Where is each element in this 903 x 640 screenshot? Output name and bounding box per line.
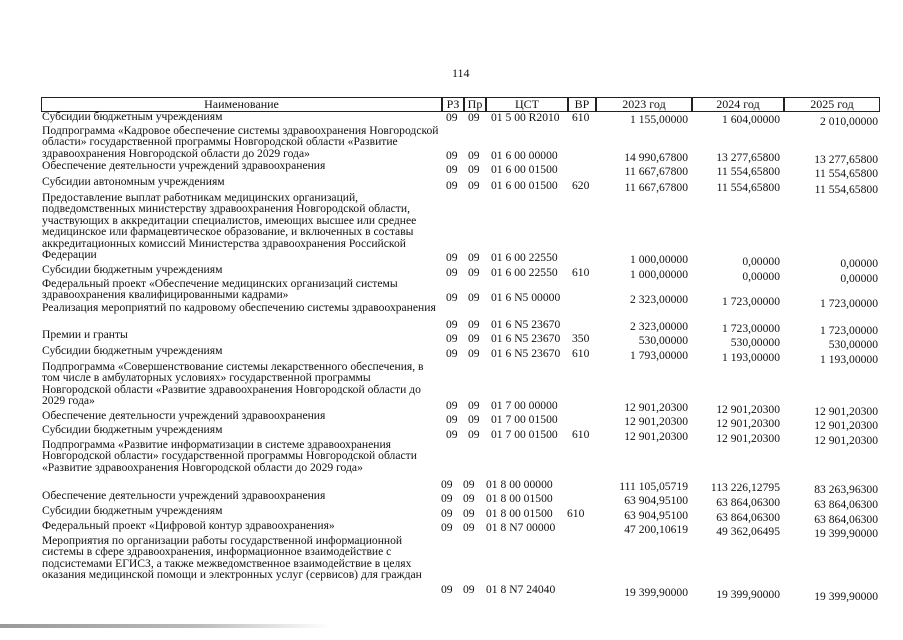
cell-2025: 1 723,00000: [820, 324, 878, 337]
cell-pr: 09: [468, 291, 480, 304]
cell-2023: 1 155,00000: [630, 113, 688, 126]
cell-2023: 2 323,00000: [630, 293, 688, 306]
cell-rz: 09: [446, 428, 458, 441]
cell-rz: 09: [446, 149, 458, 162]
cell-2025: 11 554,65800: [814, 167, 878, 180]
cell-rz: 09: [446, 251, 458, 264]
cell-pr: 09: [468, 399, 480, 412]
cell-2025: 12 901,20300: [814, 434, 878, 447]
cell-2023: 47 200,10619: [624, 523, 688, 536]
cell-pr: 09: [468, 266, 480, 279]
cell-2024: 1 193,00000: [722, 351, 780, 364]
row-name: Субсидии бюджетным учреждениям: [42, 504, 223, 517]
cell-2025: 0,00000: [840, 272, 878, 285]
row-name: Федеральный проект «Обеспечение медицинских организаций системы здравоохранения квалифицированными кадрами»: [42, 277, 398, 302]
cell-2025: 12 901,20300: [814, 405, 878, 418]
cell-cst: 01 7 00 01500: [491, 413, 558, 426]
cell-cst: 01 6 N5 23670: [491, 347, 561, 360]
cell-2023: 1 793,00000: [630, 349, 688, 362]
cell-cst: 01 5 00 R2010: [491, 111, 560, 124]
header-2023: 2023 год: [596, 97, 692, 112]
cell-cst: 01 7 00 00000: [491, 399, 558, 412]
cell-2023: 2 323,00000: [630, 320, 688, 333]
cell-vr: 620: [572, 179, 590, 192]
cell-2024: 63 864,06300: [716, 496, 780, 509]
cell-2024: 11 554,65800: [716, 165, 780, 178]
cell-pr: 09: [468, 428, 480, 441]
cell-pr: 09: [468, 251, 480, 264]
cell-2024: 19 399,90000: [716, 588, 780, 601]
header-name: Наименование: [41, 97, 442, 112]
cell-cst: 01 6 N5 23670: [491, 332, 561, 345]
cell-cst: 01 6 00 22550: [491, 266, 558, 279]
cell-rz: 09: [441, 478, 453, 491]
cell-2024: 13 277,65800: [716, 151, 780, 164]
row-name: Субсидии бюджетным учреждениям: [42, 423, 223, 436]
cell-2023: 12 901,20300: [624, 415, 688, 428]
cell-pr: 09: [463, 507, 475, 520]
cell-2024: 0,00000: [742, 255, 780, 268]
header-rz: РЗ: [442, 97, 464, 112]
cell-rz: 09: [446, 163, 458, 176]
cell-pr: 09: [468, 413, 480, 426]
cell-rz: 09: [446, 347, 458, 360]
cell-2023: 530,00000: [638, 334, 688, 347]
cell-2023: 11 667,67800: [624, 165, 688, 178]
cell-vr: 350: [572, 332, 590, 345]
cell-2024: 113 226,12795: [710, 481, 780, 494]
cell-2025: 2 010,00000: [820, 115, 878, 128]
cell-pr: 09: [468, 149, 480, 162]
cell-pr: 09: [468, 179, 480, 192]
cell-pr: 09: [468, 332, 480, 345]
row-name: Премии и гранты: [42, 328, 128, 341]
row-name: Реализация мероприятий по кадровому обеспечению системы здравоохранения: [42, 301, 436, 314]
cell-rz: 09: [441, 492, 453, 505]
row-name: Подпрограмма «Развитие информатизации в системе здравоохранения Новгородской области» государственной программы Новгородской области «Развитие здравоохранения Новгородской области до 2029 года»: [42, 438, 417, 474]
cell-vr: 610: [572, 428, 590, 441]
cell-2023: 12 901,20300: [624, 430, 688, 443]
cell-2024: 11 554,65800: [716, 181, 780, 194]
header-2024: 2024 год: [692, 97, 784, 112]
cell-rz: 09: [446, 291, 458, 304]
cell-rz: 09: [441, 507, 453, 520]
row-name: Субсидии автономным учреждениям: [42, 175, 225, 188]
cell-rz: 09: [446, 332, 458, 345]
cell-2023: 12 901,20300: [624, 401, 688, 414]
cell-pr: 09: [468, 318, 480, 331]
cell-2025: 11 554,65800: [814, 183, 878, 196]
cell-cst: 01 8 00 00000: [486, 478, 553, 491]
cell-2023: 14 990,67800: [624, 151, 688, 164]
cell-cst: 01 7 00 01500: [491, 428, 558, 441]
cell-cst: 01 8 N7 00000: [486, 521, 556, 534]
cell-2024: 12 901,20300: [716, 417, 780, 430]
cell-pr: 09: [463, 583, 475, 596]
row-name: Субсидии бюджетным учреждениям: [42, 110, 223, 123]
cell-2023: 1 000,00000: [630, 268, 688, 281]
cell-pr: 09: [463, 521, 475, 534]
row-name: Подпрограмма «Совершенствование системы лекарственного обеспечения, в том числе в амбулаторных условиях» государственной программы Новгородской области «Развитие здравоохранения Новгородской области до 2029 года»: [42, 360, 424, 408]
cell-2025: 83 263,96300: [814, 483, 878, 496]
row-name: Обеспечение деятельности учреждений здравоохранения: [42, 159, 326, 172]
cell-cst: 01 6 00 01500: [491, 179, 558, 192]
cell-rz: 09: [441, 521, 453, 534]
cell-2024: 0,00000: [742, 270, 780, 283]
cell-rz: 09: [446, 413, 458, 426]
row-name: Обеспечение деятельности учреждений здравоохранения: [42, 489, 326, 502]
cell-pr: 09: [468, 111, 480, 124]
cell-vr: 610: [572, 111, 590, 124]
cell-cst: 01 8 N7 24040: [486, 583, 556, 596]
row-name: Обеспечение деятельности учреждений здравоохранения: [42, 409, 326, 422]
cell-cst: 01 8 00 01500: [486, 492, 553, 505]
cell-2025: 19 399,90000: [814, 590, 878, 603]
cell-2024: 49 362,06495: [716, 525, 780, 538]
row-name: Предоставление выплат работникам медицинских организаций, подведомственных министерству здравоохранения Новгородской области, участвующих в аккредитации специалистов, имеющих высшее или среднее медицинское или фармацевтическое образование, и включенных в составы аккредитационных комиссий Министерства здравоохранения Российской Федерации: [42, 191, 417, 262]
scan-edge: [0, 624, 330, 628]
cell-vr: 610: [572, 347, 590, 360]
cell-cst: 01 6 N5 23670: [491, 318, 561, 331]
cell-2024: 1 723,00000: [722, 322, 780, 335]
row-name: Субсидии бюджетным учреждениям: [42, 263, 223, 276]
cell-cst: 01 6 00 01500: [491, 163, 558, 176]
cell-2025: 63 864,06300: [814, 498, 878, 511]
cell-cst: 01 6 N5 00000: [491, 291, 561, 304]
row-name: Мероприятия по организации работы государственной информационной системы в сфере здравоохранения, информационное взаимодействие с подсистемами ЕГИСЗ, а также межведомственное взаимодействие в целях оказания медицинской помощи и электронных услуг (сервисов) для граждан: [42, 534, 422, 582]
cell-2025: 1 723,00000: [820, 297, 878, 310]
cell-2023: 63 904,95100: [624, 509, 688, 522]
cell-2023: 1 000,00000: [630, 253, 688, 266]
cell-2023: 63 904,95100: [624, 494, 688, 507]
cell-2024: 63 864,06300: [716, 511, 780, 524]
cell-2025: 19 399,90000: [814, 527, 878, 540]
page-number: 114: [452, 66, 470, 80]
cell-2025: 12 901,20300: [814, 419, 878, 432]
header-cst: ЦСТ: [486, 97, 568, 112]
cell-rz: 09: [441, 583, 453, 596]
cell-cst: 01 6 00 00000: [491, 149, 558, 162]
cell-2024: 12 901,20300: [716, 403, 780, 416]
cell-pr: 09: [468, 347, 480, 360]
row-name: Подпрограмма «Кадровое обеспечение системы здравоохранения Новгородской области» государственной программы Новгородской области «Развитие здравоохранения Новгородской области до 2029 года»: [42, 124, 439, 160]
cell-cst: 01 6 00 22550: [491, 251, 558, 264]
cell-2025: 0,00000: [840, 257, 878, 270]
cell-vr: 610: [572, 266, 590, 279]
cell-pr: 09: [463, 492, 475, 505]
cell-pr: 09: [463, 478, 475, 491]
cell-2025: 530,00000: [828, 338, 878, 351]
cell-2025: 13 277,65800: [814, 153, 878, 166]
cell-rz: 09: [446, 318, 458, 331]
row-name: Субсидии бюджетным учреждениям: [42, 344, 223, 357]
cell-2023: 19 399,90000: [624, 586, 688, 599]
header-2025: 2025 год: [784, 97, 880, 112]
cell-2024: 12 901,20300: [716, 432, 780, 445]
cell-rz: 09: [446, 266, 458, 279]
cell-cst: 01 8 00 01500: [486, 507, 553, 520]
cell-rz: 09: [446, 111, 458, 124]
cell-rz: 09: [446, 399, 458, 412]
cell-vr: 610: [567, 507, 585, 520]
cell-2024: 1 604,00000: [722, 113, 780, 126]
cell-rz: 09: [446, 179, 458, 192]
cell-2023: 11 667,67800: [624, 181, 688, 194]
cell-2024: 530,00000: [730, 336, 780, 349]
row-name: Федеральный проект «Цифровой контур здравоохранения»: [42, 519, 335, 532]
cell-pr: 09: [468, 163, 480, 176]
header-vr: ВР: [568, 97, 596, 112]
cell-2024: 1 723,00000: [722, 295, 780, 308]
header-pr: Пр: [464, 97, 486, 112]
cell-2025: 63 864,06300: [814, 513, 878, 526]
cell-2023: 111 105,05719: [619, 480, 688, 493]
cell-2025: 1 193,00000: [820, 353, 878, 366]
